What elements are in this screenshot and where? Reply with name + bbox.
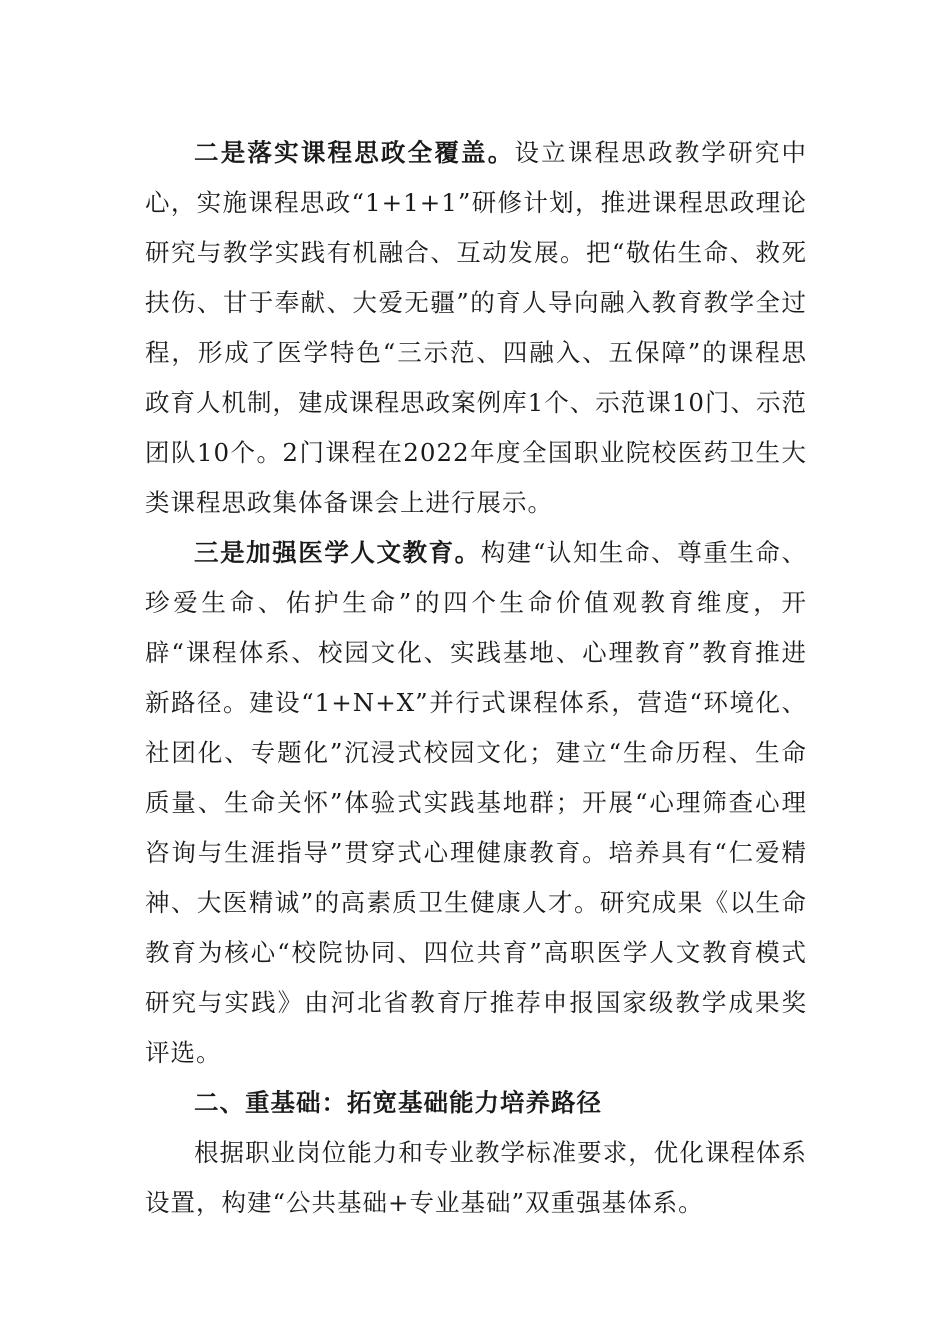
paragraph-lead: 三是加强医学人文教育。: [194, 538, 481, 567]
document-body: [145, 128, 807, 1228]
section-heading: 二、重基础：拓宽基础能力培养路径: [194, 1088, 602, 1117]
paragraph-medical-humanities: [145, 528, 807, 1078]
paragraph-text: 设立课程思政教学研究中心，实施课程思政“1+1+1”研修计划，推进课程思政理论研究与教学实践有机融合、互动发展。把“敬佑生命、救死扶伤、甘于奉献、大爱无疆”的育人导向融入教育教学全过程，形成了医学特色“三示范、四融入、五保障”的课程思政育人机制，建成课程思政案例库1个、示范课10门、示范团队10个。2门课程在2022年度全国职业院校医药卫生大类课程思政集体备课会上进行展示。: [145, 138, 808, 517]
paragraph-text: 构建“认知生命、尊重生命、珍爱生命、佑护生命”的四个生命价值观教育维度，开辟“课程体系、校园文化、实践基地、心理教育”教育推进新路径。建设“1+N+X”并行式课程体系，营造“环境化、社团化、专题化”沉浸式校园文化；建立“生命历程、生命质量、生命关怀”体验式实践基地群；开展“心理筛查心理咨询与生涯指导”贯穿式心理健康教育。培养具有“仁爱精神、大医精诚”的高素质卫生健康人才。研究成果《以生命教育为核心“校院协同、四位共育”高职医学人文教育模式研究与实践》由河北省教育厅推荐申报国家级教学成果奖评选。: [145, 538, 807, 1067]
paragraph-foundation: 根据职业岗位能力和专业教学标准要求，优化课程体系设置，构建“公共基础+专业基础”双重强基体系。: [145, 1138, 807, 1217]
paragraph-lead: 二是落实课程思政全覆盖。: [194, 138, 515, 167]
paragraph-course-ideology: [145, 128, 807, 528]
